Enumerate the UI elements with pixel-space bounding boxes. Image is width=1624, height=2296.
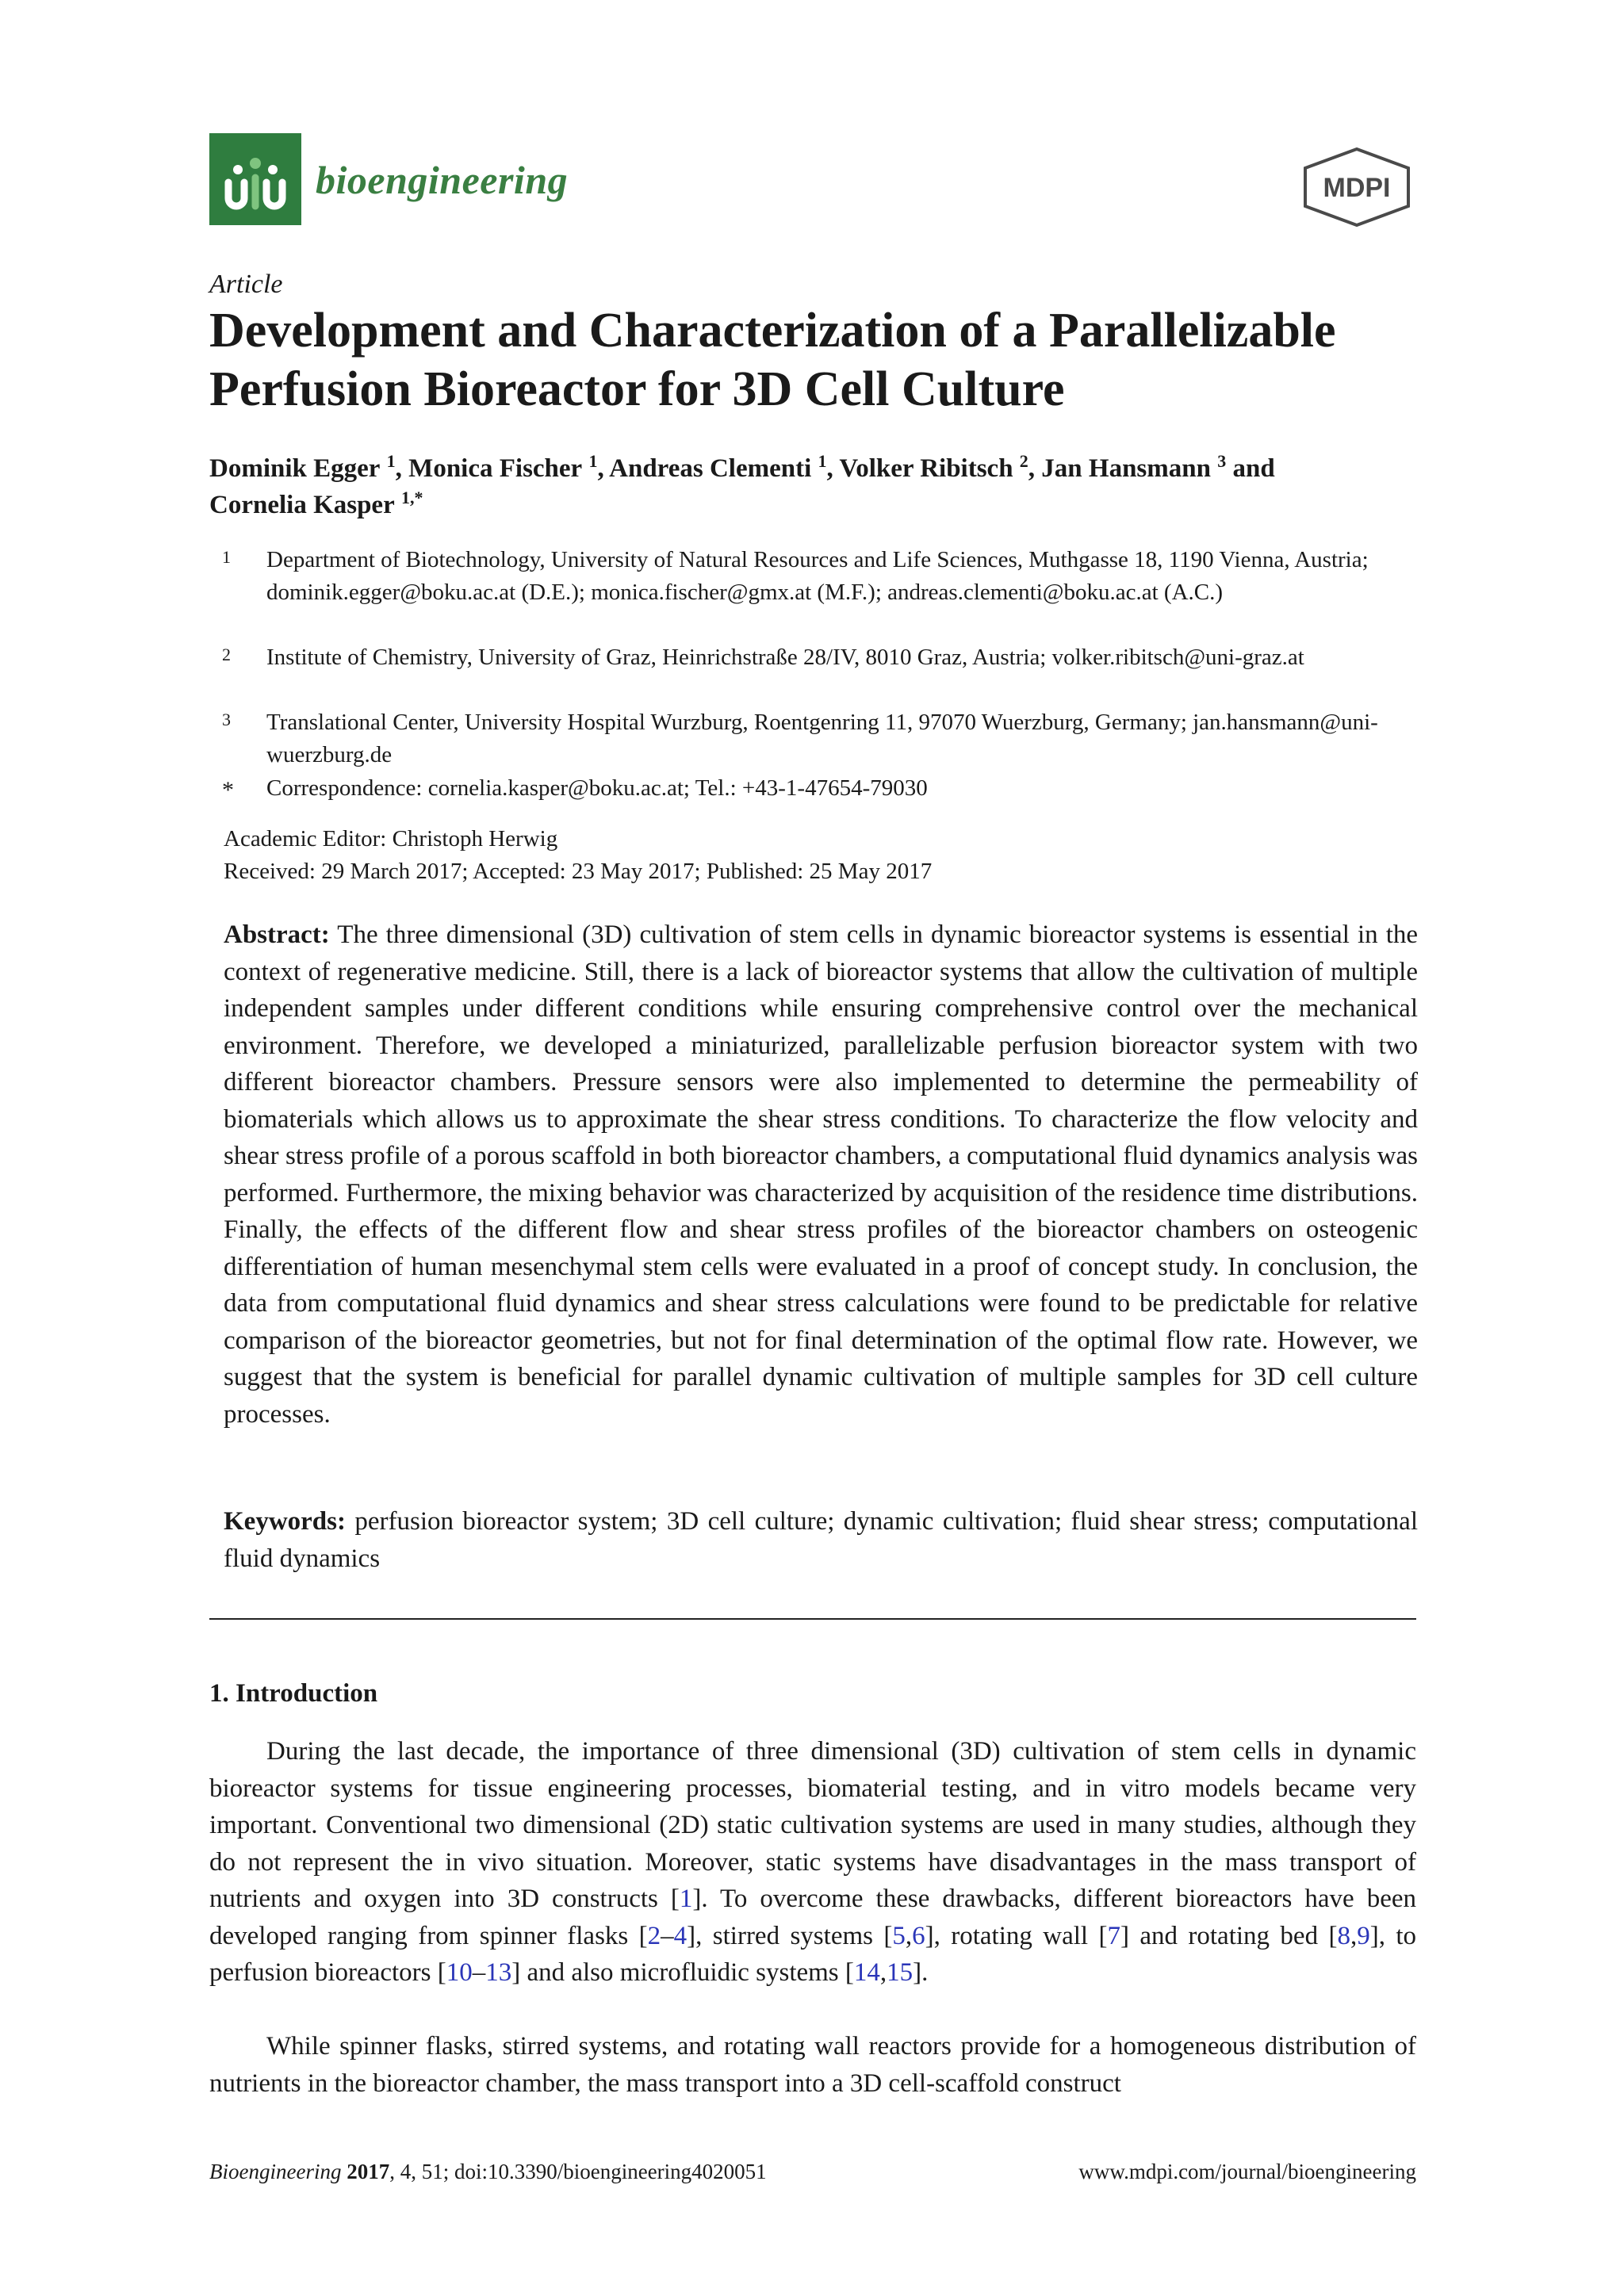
section-heading: 1. Introduction <box>209 1679 378 1708</box>
abstract-text: The three dimensional (3D) cultivation of stem cells in dynamic bioreactor systems is essential in the context of regenerative medicine. Still, there is a lack of bioreactor systems that allow the cultivation of multiple independent samples under different conditions while ensuring comprehensive control over the mechanical environment. Therefore, we developed a miniaturized, parallelizable perfusion bioreactor system with two different bioreactor chambers. Pressure sensors were also implemented to determine the permeability of biomaterials which allows us to approximate the shear stress conditions. To characterize the flow velocity and shear stress profile of a porous scaffold in both bioreactor chambers, a computational fluid dynamics analysis was performed. Furthermore, the mixing behavior was characterized by acquisition of the residence time distributions. Finally, the effects of the different flow and shear stress profiles of the bioreactor chambers on osteogenic differentiation of human mesenchymal stem cells were evaluated in a proof of concept study. In conclusion, the data from computational fluid dynamics and shear stress calculations were found to be predictable for relative comparison of the bioreactor geometries, but not for final determination of the optimal flow rate. However, we suggest that the system is beneficial for parallel dynamic cultivation of multiple samples for 3D cell culture processes. <box>224 920 1419 1429</box>
paragraph-text: ], to perfusion bioreactors [ <box>209 1921 1417 1987</box>
journal-name: bioengineering <box>316 158 569 202</box>
citation-link[interactable]: 10 <box>446 1958 473 1987</box>
citation-link[interactable]: 1 <box>679 1885 693 1913</box>
author-name: Dominik Egger <box>209 454 381 483</box>
footer-journal: Bioengineering <box>209 2160 342 2183</box>
publisher-logo <box>1297 147 1416 227</box>
citation-separator: , <box>905 1921 913 1950</box>
author-name: Cornelia Kasper <box>209 491 395 519</box>
affiliation-text: Translational Center, University Hospital Wurzburg, Roentgenring 11, 97070 Wuerzburg, Germany; jan.hansmann@uni-wuerzburg.de <box>266 710 1378 767</box>
keywords-text: perfusion bioreactor system; 3D cell culture; dynamic cultivation; fluid shear stress; computational fluid dynamics <box>224 1507 1418 1573</box>
abstract <box>224 916 1418 1433</box>
editorial-info <box>224 823 932 888</box>
affiliation-text: Department of Biotechnology, University of Natural Resources and Life Sciences, Muthgasse 18, 1190 Vienna, Austria; dominik.egger@boku.ac.at (D.E.); monica.fischer@gmx.at (M.F.); andreas.clementi@boku.ac.at (A.C.) <box>266 547 1369 605</box>
author-conjunction: and <box>1232 454 1275 483</box>
citation-link[interactable]: 15 <box>887 1958 914 1987</box>
citation-range-dash: – <box>661 1921 674 1950</box>
article-type: Article <box>209 270 283 299</box>
citation-link[interactable]: 7 <box>1107 1921 1120 1950</box>
author-list: Dominik Egger $^1$, Monica Fischer $^1$, Andreas Clementi $^1$, Volker Ribitsch $^2$, Jan Hansmann $^3$ and Cornelia Kasper $^{1,*}$ <box>209 451 1275 519</box>
body-paragraph: While spinner flasks, stirred systems, and rotating wall reactors provide for a homogeneous distribution of nutrients in the bioreactor chamber, the mass transport into a 3D cell-scaffold construct <box>209 2032 1416 2098</box>
author-name: Volker Ribitsch <box>839 454 1013 483</box>
paragraph-text: During the last decade, the importance of three dimensional (3D) cultivation of stem cells in dynamic bioreactor systems for tissue engineering processes, biomaterial testing, and in vitro models became very important. Conventional two dimensional (2D) static cultivation systems are used in many studies, although they do not represent the in vivo situation. Moreover, static systems have disadvantages in the mass transport of nutrients and oxygen into 3D constructs [ <box>209 1737 1416 1913</box>
author-affiliation-mark: 1 <box>386 451 396 471</box>
affiliation-mark: 3 <box>222 710 231 729</box>
citation-link[interactable]: 2 <box>647 1921 661 1950</box>
paragraph-text: ], stirred systems [ <box>687 1921 893 1950</box>
author-name: Monica Fischer <box>408 454 583 483</box>
author-name: Andreas Clementi <box>609 454 812 483</box>
citation-range-dash: – <box>472 1958 486 1987</box>
paragraph-text: ] and rotating bed [ <box>1120 1921 1338 1950</box>
author-affiliation-mark: 3 <box>1217 451 1227 471</box>
paragraph-text: ] and also microfluidic systems [ <box>511 1958 854 1987</box>
citation-link[interactable]: 13 <box>485 1958 512 1987</box>
citation-link[interactable]: 6 <box>912 1921 925 1950</box>
citation-separator: , <box>1350 1921 1358 1950</box>
affiliation-text: Institute of Chemistry, University of Graz, Heinrichstraße 28/IV, 8010 Graz, Austria; volker.ribitsch@uni-graz.at <box>266 645 1304 670</box>
paragraph-text: ]. To overcome these drawbacks, different bioreactors have been developed ranging from spinner flasks [ <box>209 1885 1416 1950</box>
citation-link[interactable]: 9 <box>1357 1921 1370 1950</box>
citation-link[interactable]: 14 <box>853 1958 880 1987</box>
academic-editor: Academic Editor: Christoph Herwig <box>224 826 558 851</box>
publication-dates: Received: 29 March 2017; Accepted: 23 May 2017; Published: 25 May 2017 <box>224 859 933 884</box>
citation-footer <box>209 2160 767 2184</box>
author-affiliation-mark: 2 <box>1019 451 1028 471</box>
author-name: Jan Hansmann <box>1041 454 1211 483</box>
affiliation-mark: 1 <box>222 547 231 567</box>
citation-link[interactable]: 5 <box>892 1921 906 1950</box>
footer-year: 2017 <box>347 2160 390 2183</box>
paragraph-text: ], rotating wall [ <box>925 1921 1108 1950</box>
affiliation-mark: 2 <box>222 645 231 664</box>
author-affiliation-mark: 1,* <box>400 488 423 507</box>
journal-url-link[interactable]: www.mdpi.com/journal/bioengineering <box>1078 2160 1416 2183</box>
correspondence-text: Correspondence: cornelia.kasper@boku.ac.at; Tel.: +43-1-47654-79030 <box>266 775 928 801</box>
journal-logo-icon <box>209 133 301 225</box>
paragraph-text: ]. <box>913 1958 929 1987</box>
author-affiliation-mark: 1 <box>818 451 827 471</box>
citation-separator: , <box>879 1958 887 1987</box>
abstract-label: Abstract: <box>224 920 330 949</box>
keywords-label: Keywords: <box>224 1507 346 1536</box>
keywords <box>224 1503 1418 1577</box>
paper-title: Development and Characterization of a Parallelizable Perfusion Bioreactor for 3D Cell Culture <box>209 304 1336 416</box>
correspondence-mark: * <box>222 777 234 803</box>
section-divider <box>209 1618 1416 1620</box>
publisher-logo-text: MDPI <box>1323 173 1391 203</box>
footer-details: , 4, 51; doi:10.3390/bioengineering4020051 <box>389 2160 767 2183</box>
citation-link[interactable]: 8 <box>1337 1921 1350 1950</box>
citation-link[interactable]: 4 <box>673 1921 688 1950</box>
author-affiliation-mark: 1 <box>588 451 598 471</box>
body-paragraph <box>209 1733 1416 1992</box>
